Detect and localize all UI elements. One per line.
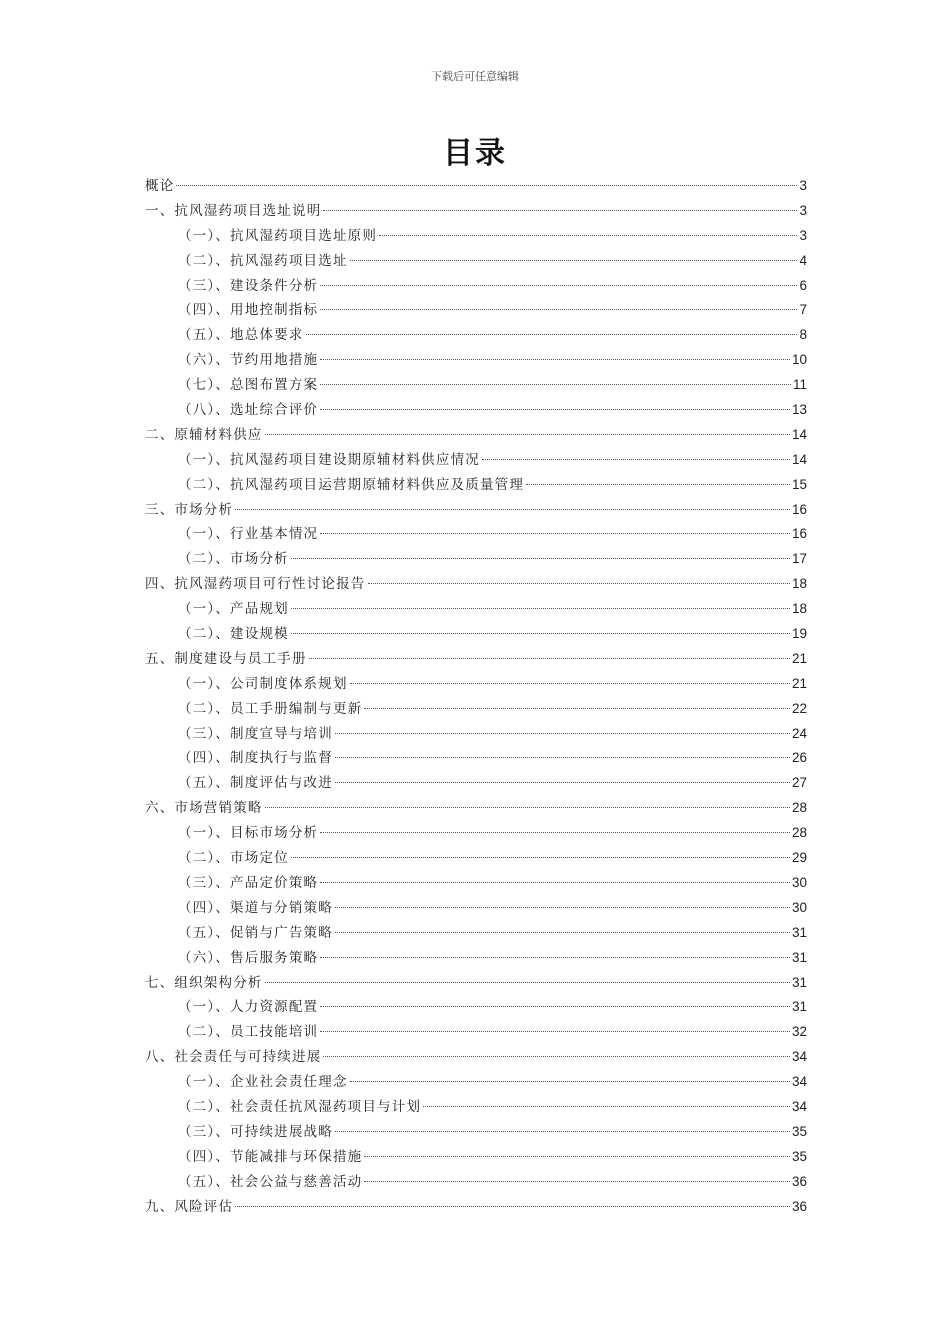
toc-subsection-link[interactable] [145, 323, 807, 348]
toc-dot-leader [323, 210, 797, 211]
toc-section-link[interactable] [145, 498, 807, 523]
toc-subsection-link[interactable] [145, 373, 807, 398]
toc-entry-title: （五）、制度评估与改进 [178, 775, 333, 792]
toc-dot-leader [364, 1181, 790, 1182]
toc-section-link[interactable] [145, 1195, 807, 1220]
toc-dot-leader [323, 1056, 790, 1057]
toc-dot-leader [320, 957, 790, 958]
toc-entry-title: （六）、售后服务策略 [178, 949, 319, 966]
toc-subsection-link[interactable] [145, 547, 807, 572]
toc-page-number: 35 [791, 1123, 807, 1139]
toc-dot-leader [320, 1031, 790, 1032]
toc-page-number: 18 [791, 601, 807, 617]
toc-subsection-link[interactable] [145, 746, 807, 771]
toc-entry-title: （三）、建设条件分析 [178, 277, 319, 294]
toc-entry-title: 五、制度建设与员工手册 [145, 650, 307, 667]
toc-page-number: 31 [791, 999, 807, 1015]
toc-page-number: 3 [799, 227, 807, 243]
toc-dot-leader [335, 1131, 790, 1132]
toc-page-number: 22 [791, 700, 807, 716]
toc-dot-leader [423, 1106, 790, 1107]
toc-page-number: 30 [791, 874, 807, 890]
toc-dot-leader [482, 459, 790, 460]
toc-page-number: 16 [791, 501, 807, 517]
table-of-contents [145, 174, 807, 1219]
toc-dot-leader [320, 1006, 790, 1007]
toc-subsection-link[interactable] [145, 1120, 807, 1145]
toc-dot-leader [265, 982, 790, 983]
toc-dot-leader [335, 757, 790, 758]
toc-page-number: 21 [791, 675, 807, 691]
toc-entry-title: （一）、公司制度体系规划 [178, 675, 348, 692]
toc-section-link[interactable] [145, 572, 807, 597]
toc-dot-leader [176, 185, 797, 186]
toc-subsection-link[interactable] [145, 597, 807, 622]
toc-section-link[interactable] [145, 199, 807, 224]
toc-dot-leader [291, 633, 790, 634]
toc-dot-leader [320, 309, 797, 310]
toc-page-number: 34 [791, 1098, 807, 1114]
toc-dot-leader [235, 1206, 790, 1207]
toc-entry-title: （二）、社会责任抗风湿药项目与计划 [178, 1098, 422, 1115]
toc-page-number: 15 [791, 476, 807, 492]
toc-dot-leader [320, 285, 797, 286]
toc-page-number: 3 [799, 178, 807, 193]
toc-subsection-link[interactable] [145, 398, 807, 423]
toc-page-number: 36 [791, 1198, 807, 1214]
toc-subsection-link[interactable] [145, 995, 807, 1020]
toc-entry-title: 九、风险评估 [145, 1198, 234, 1215]
toc-entry-title: （四）、节能减排与环保措施 [178, 1148, 363, 1165]
toc-subsection-link[interactable] [145, 722, 807, 747]
toc-entry-title: （六）、节约用地措施 [178, 352, 319, 369]
toc-dot-leader [368, 583, 790, 584]
toc-page-number: 28 [791, 800, 807, 816]
toc-section-link[interactable] [145, 423, 807, 448]
toc-page-number: 7 [799, 302, 807, 318]
toc-subsection-link[interactable] [145, 846, 807, 871]
toc-subsection-link[interactable] [145, 473, 807, 498]
toc-subsection-link[interactable] [145, 697, 807, 722]
toc-dot-leader [335, 907, 790, 908]
toc-page-number: 30 [791, 899, 807, 915]
toc-subsection-link[interactable] [145, 622, 807, 647]
toc-section-link[interactable] [145, 174, 807, 199]
toc-subsection-link[interactable] [145, 672, 807, 697]
toc-entry-title: （四）、制度执行与监督 [178, 750, 333, 767]
toc-dot-leader [350, 683, 790, 684]
toc-page-number: 27 [791, 775, 807, 791]
toc-page-number: 18 [791, 576, 807, 592]
toc-entry-title: （一）、目标市场分析 [178, 825, 319, 842]
toc-entry-title: （八）、选址综合评价 [178, 402, 319, 419]
toc-subsection-link[interactable] [145, 871, 807, 896]
toc-dot-leader [265, 807, 790, 808]
toc-dot-leader [320, 533, 790, 534]
toc-entry-title: （一）、抗风湿药项目选址原则 [178, 227, 378, 244]
toc-page-number: 32 [791, 1024, 807, 1040]
toc-title: 目录 [443, 136, 507, 171]
toc-entry-title: 六、市场营销策略 [145, 800, 263, 817]
toc-entry-title: （三）、可持续进展战略 [178, 1123, 333, 1140]
toc-subsection-link[interactable] [145, 921, 807, 946]
toc-dot-leader [320, 409, 790, 410]
toc-section-link[interactable] [145, 971, 807, 996]
toc-entry-title: （七）、总图布置方案 [178, 377, 319, 394]
toc-entry-title: （二）、建设规模 [178, 626, 289, 643]
toc-section-link[interactable] [145, 1045, 807, 1070]
toc-entry-title: 四、抗风湿药项目可行性讨论报告 [145, 576, 366, 593]
toc-entry-title: 八、社会责任与可持续进展 [145, 1049, 322, 1066]
toc-dot-leader [335, 782, 790, 783]
toc-subsection-link[interactable] [145, 821, 807, 846]
toc-page-number: 24 [791, 725, 807, 741]
toc-dot-leader [265, 434, 790, 435]
toc-dot-leader [320, 359, 790, 360]
toc-entry-title: （五）、地总体要求 [178, 327, 304, 344]
toc-dot-leader [309, 658, 790, 659]
toc-entry-title: 七、组织架构分析 [145, 974, 263, 991]
toc-subsection-link[interactable] [145, 298, 807, 323]
toc-entry-title: （一）、行业基本情况 [178, 526, 319, 543]
toc-page-number: 36 [791, 1173, 807, 1189]
toc-dot-leader [364, 708, 790, 709]
toc-subsection-link[interactable] [145, 522, 807, 547]
toc-page-number: 29 [791, 850, 807, 866]
toc-page-number: 8 [799, 327, 807, 343]
toc-entry-title: （二）、市场定位 [178, 850, 289, 867]
toc-dot-leader [335, 932, 790, 933]
toc-subsection-link[interactable] [145, 274, 807, 299]
toc-page-number: 31 [791, 949, 807, 965]
toc-dot-leader [364, 1156, 790, 1157]
toc-subsection-link[interactable] [145, 1145, 807, 1170]
toc-entry-title: （三）、制度宣导与培训 [178, 725, 333, 742]
toc-page-number: 16 [791, 526, 807, 542]
toc-subsection-link[interactable] [145, 1170, 807, 1195]
toc-page-number: 10 [791, 352, 807, 368]
toc-page-number: 14 [791, 426, 807, 442]
toc-subsection-link[interactable] [145, 348, 807, 373]
toc-subsection-link[interactable] [145, 1020, 807, 1045]
toc-dot-leader [306, 334, 798, 335]
toc-page-number: 26 [791, 750, 807, 766]
toc-entry-title: （二）、抗风湿药项目运营期原辅材料供应及质量管理 [178, 476, 525, 493]
toc-subsection-link[interactable] [145, 771, 807, 796]
toc-section-link[interactable] [145, 647, 807, 672]
toc-page-number: 19 [791, 626, 807, 642]
toc-dot-leader [526, 484, 790, 485]
toc-entry-title: （四）、用地控制指标 [178, 302, 319, 319]
toc-subsection-link[interactable] [145, 946, 807, 971]
toc-entry-title: （一）、产品规划 [178, 601, 289, 618]
toc-entry-title: （二）、员工手册编制与更新 [178, 700, 363, 717]
toc-dot-leader [320, 384, 791, 385]
toc-page-number: 35 [791, 1148, 807, 1164]
toc-entry-title: （一）、抗风湿药项目建设期原辅材料供应情况 [178, 451, 480, 468]
toc-subsection-link[interactable] [145, 448, 807, 473]
toc-entry-title: （三）、产品定价策略 [178, 874, 319, 891]
toc-entry-title: （一）、企业社会责任理念 [178, 1074, 348, 1091]
toc-dot-leader [320, 882, 790, 883]
toc-entry-title: （五）、促销与广告策略 [178, 924, 333, 941]
toc-entry-title: （二）、员工技能培训 [178, 1024, 319, 1041]
toc-page-number: 28 [791, 825, 807, 841]
toc-page-number: 11 [792, 377, 807, 393]
toc-page-number: 14 [791, 451, 807, 467]
toc-dot-leader [291, 558, 790, 559]
toc-entry-title: （二）、抗风湿药项目选址 [178, 252, 348, 269]
page-header: 下载后可任意编辑 [431, 70, 519, 83]
toc-page-number: 4 [799, 252, 807, 268]
toc-dot-leader [350, 1081, 790, 1082]
toc-subsection-link[interactable] [145, 1095, 807, 1120]
toc-page-number: 31 [791, 974, 807, 990]
toc-entry-title: （一）、人力资源配置 [178, 999, 319, 1016]
toc-subsection-link[interactable] [145, 1070, 807, 1095]
toc-dot-leader [291, 857, 790, 858]
toc-entry-title: 二、原辅材料供应 [145, 426, 263, 443]
toc-dot-leader [350, 260, 798, 261]
toc-entry-title: （二）、市场分析 [178, 551, 289, 568]
toc-entry-title: 一、抗风湿药项目选址说明 [145, 202, 322, 219]
toc-page-number: 31 [791, 924, 807, 940]
toc-section-link[interactable] [145, 796, 807, 821]
toc-page-number: 21 [791, 650, 807, 666]
toc-page-number: 34 [791, 1074, 807, 1090]
toc-page-number: 34 [791, 1049, 807, 1065]
toc-page-number: 6 [799, 277, 807, 293]
toc-page-number: 3 [799, 202, 807, 218]
toc-subsection-link[interactable] [145, 224, 807, 249]
toc-dot-leader [379, 235, 797, 236]
toc-entry-title: （四）、渠道与分销策略 [178, 899, 333, 916]
toc-entry-title: （五）、社会公益与慈善活动 [178, 1173, 363, 1190]
toc-dot-leader [335, 733, 790, 734]
toc-entry-title: 三、市场分析 [145, 501, 234, 518]
toc-page-number: 17 [791, 551, 807, 567]
toc-subsection-link[interactable] [145, 249, 807, 274]
toc-dot-leader [320, 832, 790, 833]
toc-dot-leader [235, 509, 790, 510]
toc-entry-title: 概论 [145, 178, 175, 194]
toc-page-number: 13 [791, 402, 807, 418]
toc-subsection-link[interactable] [145, 896, 807, 921]
toc-dot-leader [291, 608, 790, 609]
